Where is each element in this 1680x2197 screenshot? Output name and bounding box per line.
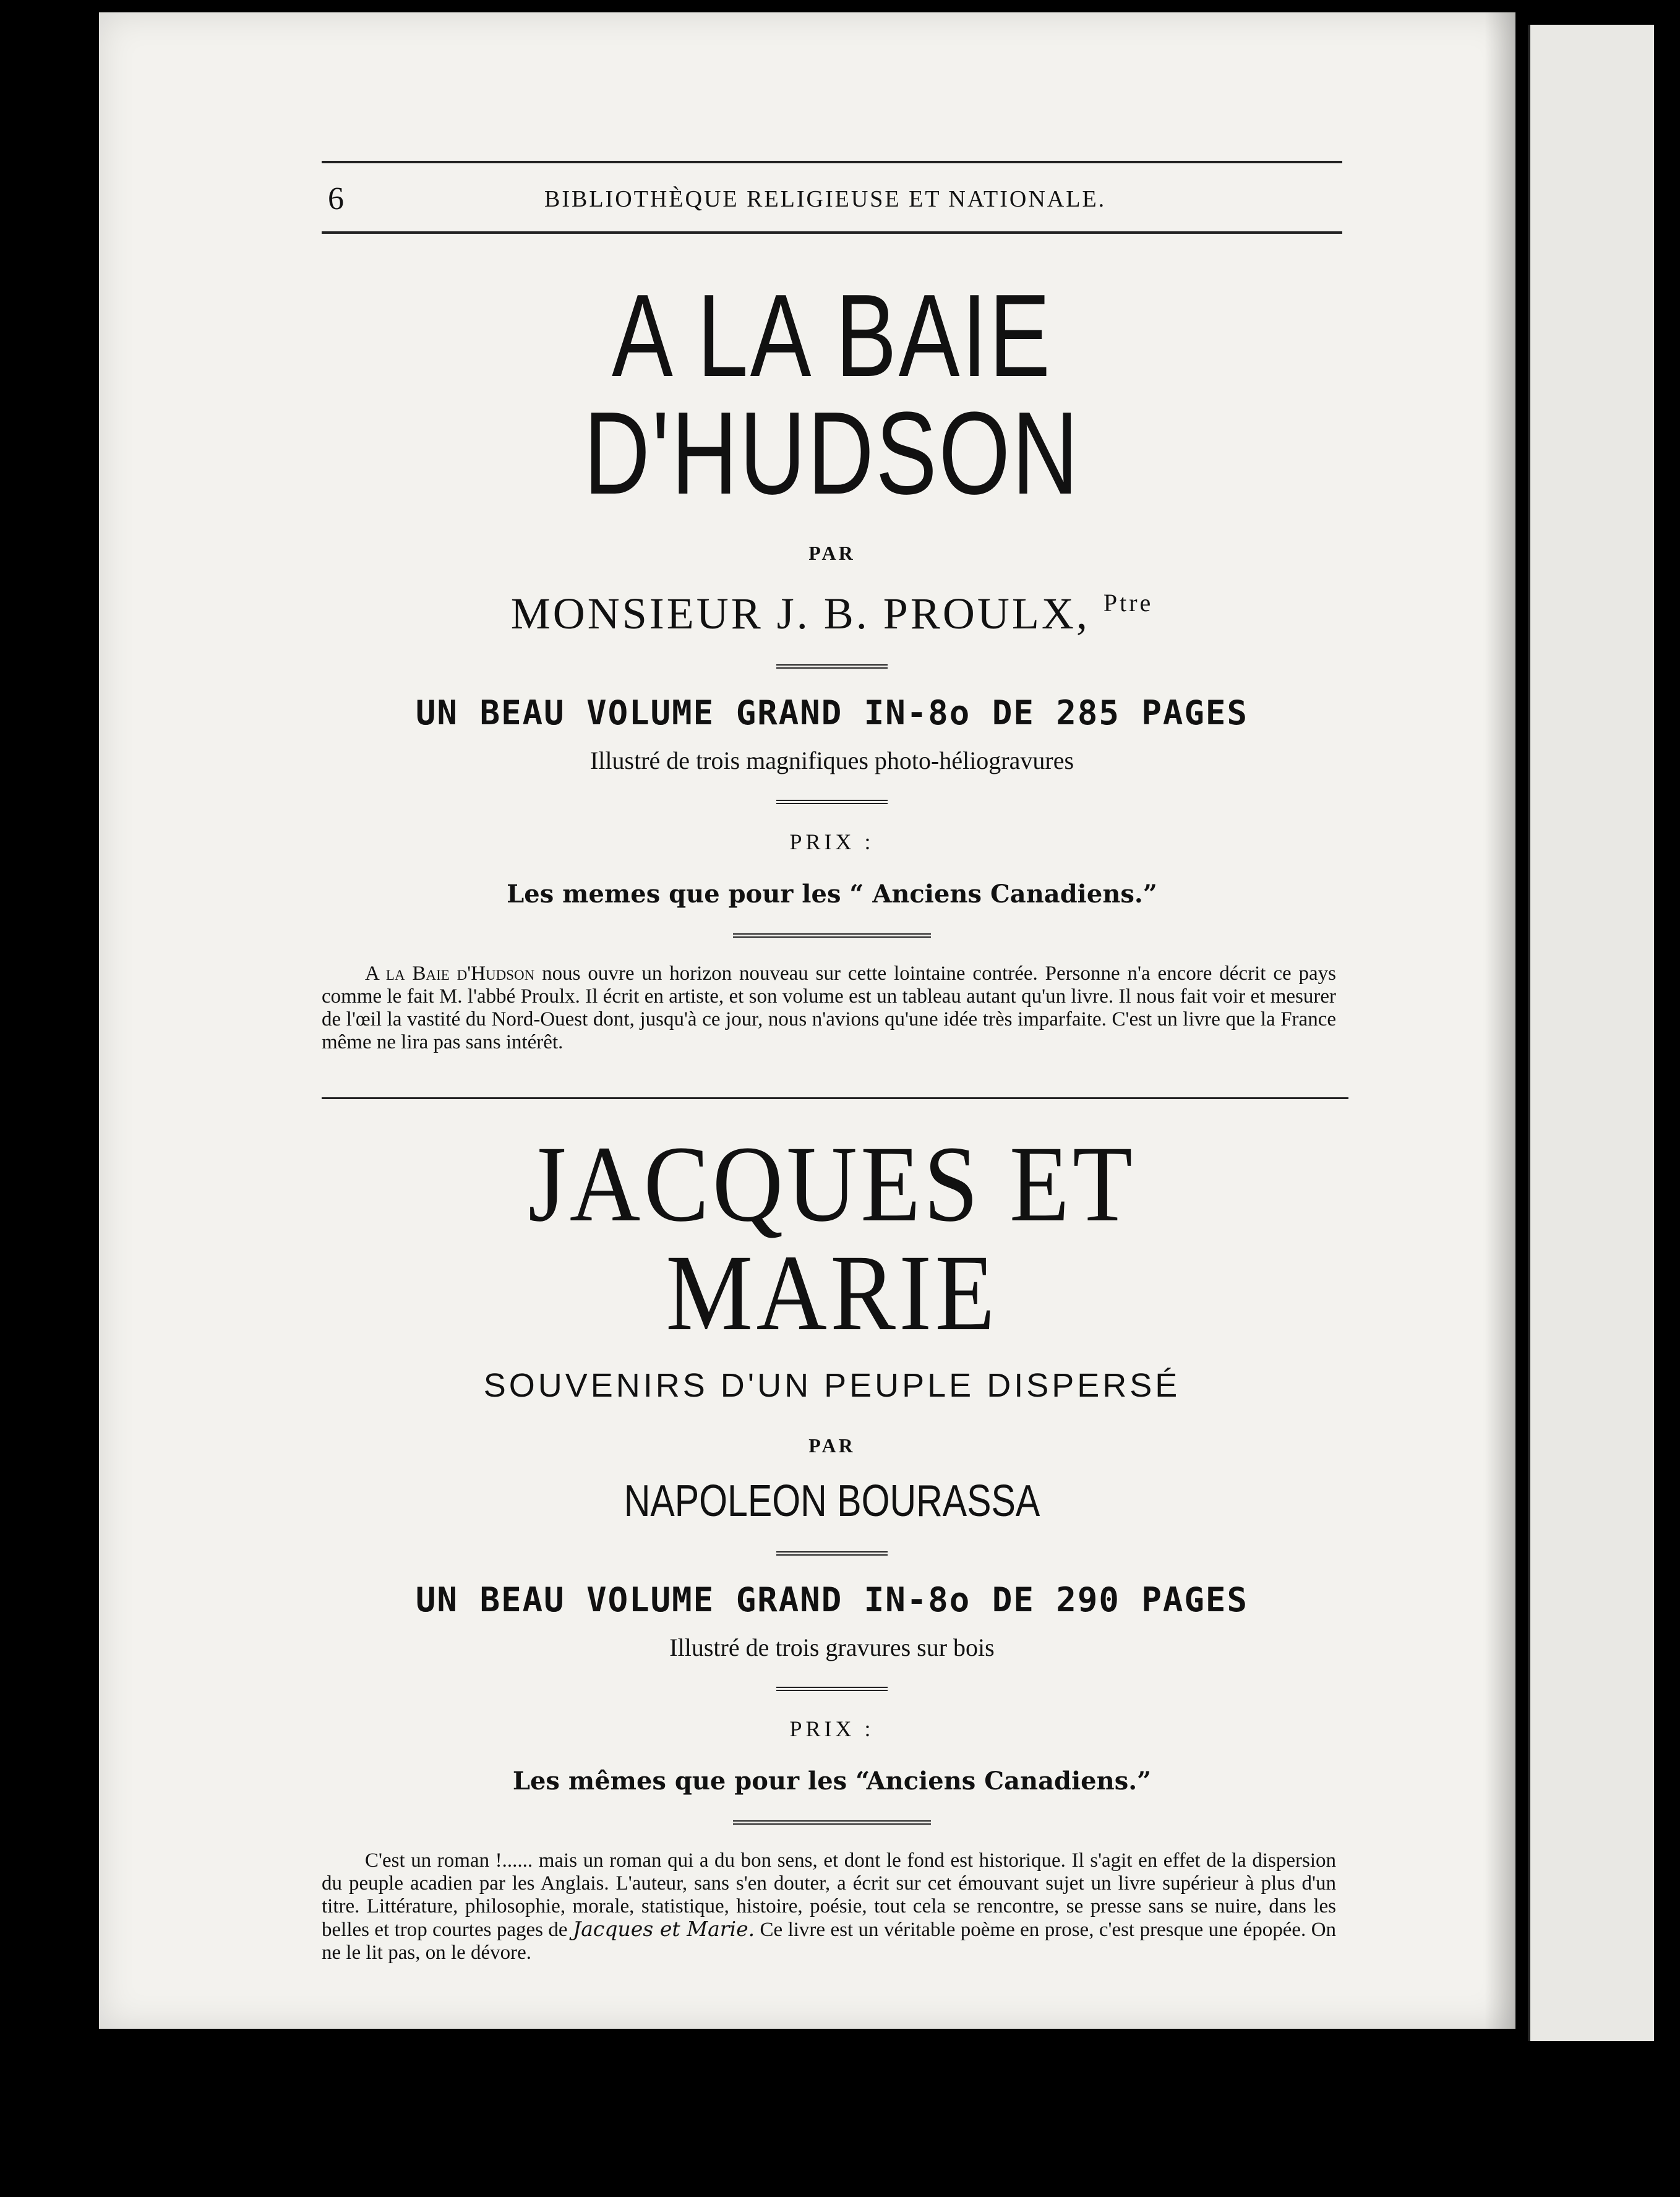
- book1-prix-label: PRIX :: [789, 829, 875, 854]
- book1-title: A LA BAIE D'HUDSON: [583, 270, 1081, 519]
- book1-price-text: Les memes que pour les “ Anciens Canadiens.”: [507, 880, 1157, 909]
- book2-subtitle: SOUVENIRS D'UN PEUPLE DISPERSÉ: [483, 1366, 1181, 1404]
- book1-description: [322, 962, 1342, 1054]
- book1-par: PAR: [808, 542, 855, 564]
- book1-author-name: MONSIEUR J. B. PROULX,: [510, 589, 1090, 638]
- book2-title: JACQUES ET MARIE: [528, 1123, 1136, 1353]
- page-header: [322, 161, 1342, 234]
- book2-author: NAPOLEON BOURASSA: [624, 1476, 1040, 1526]
- page-content: [322, 161, 1342, 1964]
- page-number: 6: [328, 181, 344, 216]
- divider: [776, 800, 888, 804]
- divider: [733, 1820, 931, 1825]
- book2-volume: UN BEAU VOLUME GRAND IN-8o DE 290 PAGES: [416, 1580, 1248, 1619]
- divider: [733, 933, 931, 938]
- fold-shadow: [1485, 12, 1515, 2029]
- book1-author: [322, 588, 1342, 640]
- book1-description-body: nous ouvre un horizon nouveau sur cette lointaine contrée. Personne n'a encore décrit ce pays comme le fait M. l'abbé Proulx. Il écrit en artiste, et son volume est un tableau autant qu'un livre. Il nous fait voir et mesurer de l'œil la vastité du Nord-Ouest dont, jusqu'à ce jour, nous n'avions qu'une idée très imparfaite. C'est un livre que la France même ne lira pas sans intérêt.: [322, 962, 1336, 1053]
- book1-volume: UN BEAU VOLUME GRAND IN-8o DE 285 PAGES: [416, 693, 1248, 732]
- divider: [776, 664, 888, 669]
- book1-description-lead: A la Baie d'Hudson: [365, 962, 535, 985]
- running-head: BIBLIOTHÈQUE RELIGIEUSE ET NATIONALE.: [544, 186, 1107, 212]
- book2-par: PAR: [808, 1434, 855, 1457]
- book2-description: [322, 1849, 1342, 1964]
- book2-description-part2: Ce livre est un véritable poème en prose, c'est presque une épopée. On ne le lit pas, on le dévore.: [322, 1918, 1337, 1964]
- book2-description-part1: C'est un roman !...... mais un roman qui a du bon sens, et dont le fond est historique. Il s'agit en effet de la dispersion du peuple acadien par les Anglais. L'auteur, sans s'en douter, a écrit sur cet émouvant sujet un livre supérieur à plus d'un titre. Littérature, philosophie, morale, statistique, histoire, poésie, tout cela se rencontre, se presse sans se nuire, dans les belles et trop courtes pages de: [322, 1849, 1336, 1941]
- adjacent-page-edge: [1528, 25, 1654, 2041]
- book1-illustration: Illustré de trois magnifiques photo-héliogravures: [589, 747, 1074, 774]
- book2-description-italic: Jacques et Marie.: [572, 1916, 755, 1941]
- book1-author-suffix: Ptre: [1103, 589, 1154, 617]
- book2-price-text: Les mêmes que pour les “Anciens Canadiens.”: [512, 1766, 1152, 1796]
- section-divider: [322, 1097, 1348, 1099]
- divider: [776, 1687, 888, 1691]
- divider: [776, 1551, 888, 1556]
- book2-illustration: Illustré de trois gravures sur bois: [669, 1633, 995, 1661]
- book2-prix-label: PRIX :: [789, 1716, 875, 1741]
